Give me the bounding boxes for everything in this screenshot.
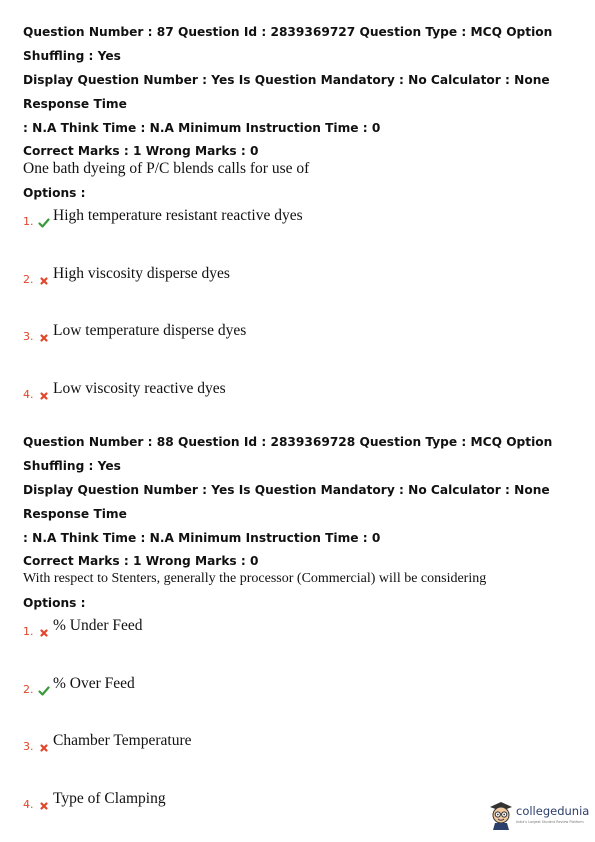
option-item (23, 259, 578, 317)
cross-icon (38, 742, 50, 754)
cross-icon (38, 332, 50, 344)
cross-icon (38, 627, 50, 639)
option-text: Low temperature disperse dyes (53, 322, 247, 339)
option-number: 2. (23, 682, 34, 696)
option-text: Chamber Temperature (53, 732, 192, 749)
question-block-87 (23, 20, 578, 431)
question-text: One bath dyeing of P/C blends calls for use of (23, 160, 310, 177)
question-meta-line: : N.A Think Time : N.A Minimum Instruction Time : 0 (23, 121, 381, 135)
option-number: 4. (23, 387, 34, 401)
option-number: 1. (23, 215, 34, 228)
question-meta-line: Question Number : 87 Question Id : 2839369727 Question Type : MCQ Option Shuffling : Yes (23, 25, 553, 63)
options-label: Options : (23, 186, 86, 200)
checkmark-icon (38, 217, 50, 229)
logo-name: collegedunia (516, 804, 590, 818)
option-text: % Under Feed (53, 617, 143, 634)
option-number: 4. (23, 797, 34, 811)
option-text: Low viscosity reactive dyes (53, 379, 226, 397)
option-item (23, 374, 578, 432)
cross-icon (38, 390, 50, 402)
option-item (23, 611, 578, 669)
collegedunia-logo (488, 798, 588, 832)
cross-icon (38, 275, 50, 287)
question-block-88 (23, 430, 578, 841)
option-item (23, 316, 578, 374)
logo-tagline: India's Largest Student Review Platform (516, 820, 584, 824)
option-item (23, 201, 578, 259)
question-meta-line: Display Question Number : Yes Is Question Mandatory : No Calculator : None Response Time (23, 483, 550, 521)
option-text: % Over Feed (53, 674, 135, 692)
checkmark-icon (38, 685, 50, 697)
question-meta-line: : N.A Think Time : N.A Minimum Instruction Time : 0 (23, 531, 381, 545)
option-text: Type of Clamping (53, 789, 166, 807)
cross-icon (38, 800, 50, 812)
marks-line: Correct Marks : 1 Wrong Marks : 0 (23, 554, 259, 568)
option-item (23, 726, 578, 784)
question-text: With respect to Stenters, generally the processor (Commercial) will be considering (23, 571, 487, 586)
question-meta-line: Question Number : 88 Question Id : 2839369728 Question Type : MCQ Option Shuffling : Yes (23, 435, 553, 473)
option-item (23, 669, 578, 727)
question-meta-line: Display Question Number : Yes Is Question Mandatory : No Calculator : None Response Time (23, 73, 550, 111)
option-text: High temperature resistant reactive dyes (53, 207, 303, 224)
option-text: High viscosity disperse dyes (53, 264, 230, 282)
option-number: 3. (23, 740, 34, 753)
option-number: 1. (23, 625, 34, 638)
option-number: 3. (23, 330, 34, 343)
student-mascot-icon (488, 799, 514, 831)
options-label: Options : (23, 596, 86, 610)
marks-line: Correct Marks : 1 Wrong Marks : 0 (23, 144, 259, 158)
option-number: 2. (23, 272, 34, 286)
